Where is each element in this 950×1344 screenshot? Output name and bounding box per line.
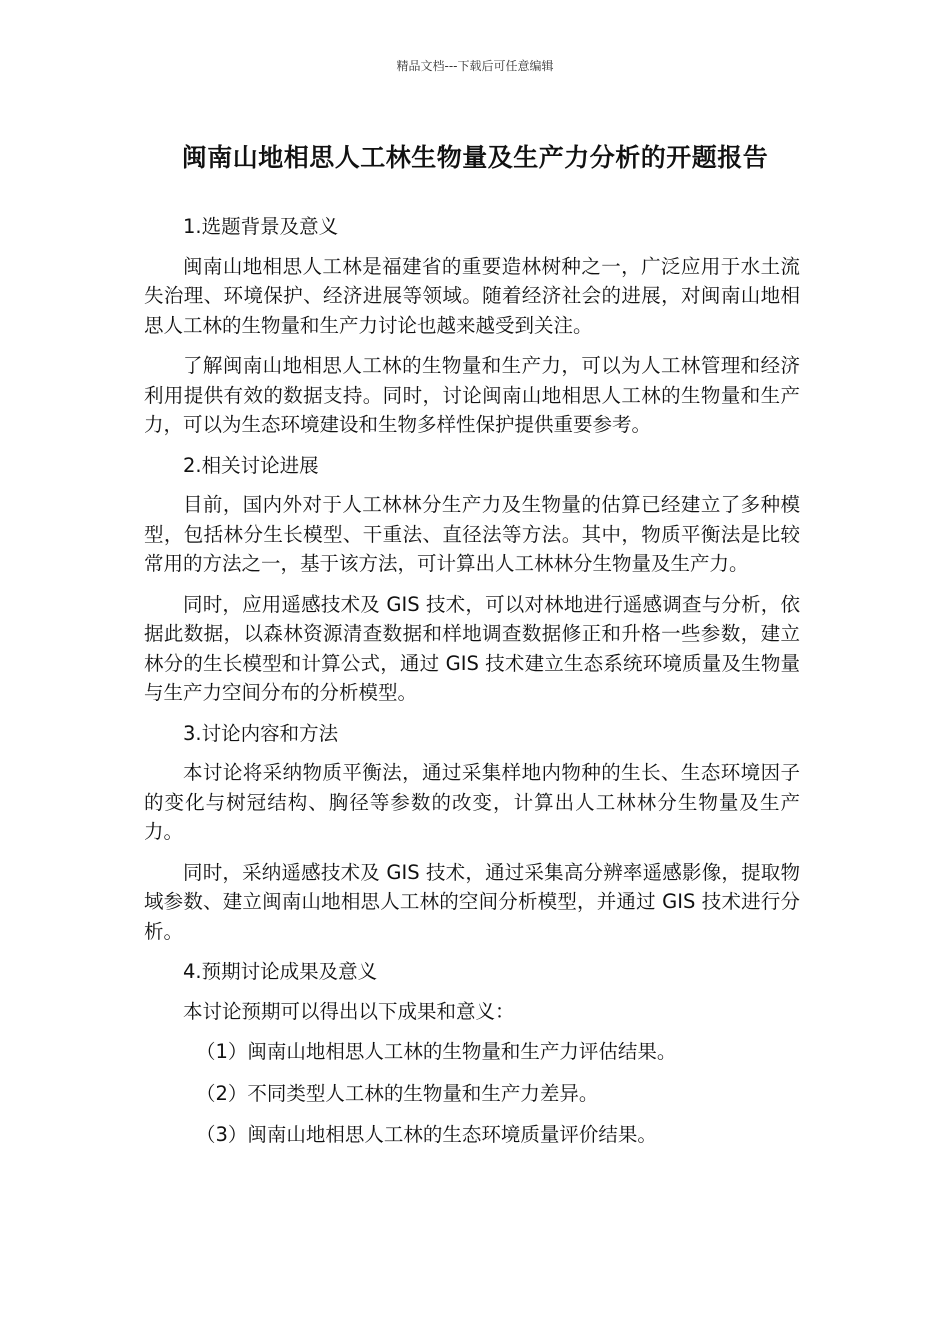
section-heading-3: 3.讨论内容和方法 — [183, 721, 339, 745]
result-list-item: （3）闽南山地相思人工林的生态环境质量评价结果。 — [196, 1123, 657, 1146]
section-4-paragraph-1: 本讨论预期可以得出以下成果和意义： — [183, 999, 515, 1023]
section-heading-4: 4.预期讨论成果及意义 — [183, 960, 378, 983]
section-2-paragraph-2: 同时，应用遥感技术及 GIS 技术，可以对林地进行遥感调查与分析，依据此数据，以森林资源清查数据和样地调查数据修正和升格一些参数，建立林分的生长模型和计算公式，通过 GIS 技术建立生态系统环境质量及生物量与生产力空间分布的分析模型。 — [144, 592, 800, 704]
header-note: 精品文档---下载后可任意编辑 — [396, 59, 554, 73]
section-3-paragraph-2: 同时，采纳遥感技术及 GIS 技术，通过采集高分辨率遥感影像，提取物域参数、建立闽南山地相思人工林的空间分析模型，并通过 GIS 技术进行分析。 — [144, 860, 800, 943]
section-heading-2: 2.相关讨论进展 — [183, 453, 319, 477]
section-2-paragraph-1: 目前，国内外对于人工林林分生产力及生物量的估算已经建立了多种模型，包括林分生长模型、干重法、直径法等方法。其中，物质平衡法是比较常用的方法之一，基于该方法，可计算出人工林林分生物量及生产力。 — [144, 493, 800, 575]
result-list-item: （1）闽南山地相思人工林的生物量和生产力评估结果。 — [196, 1040, 677, 1063]
section-heading-1: 1.选题背景及意义 — [183, 215, 339, 238]
section-3-paragraph-1: 本讨论将采纳物质平衡法，通过采集样地内物种的生长、生态环境因子的变化与树冠结构、胸径等参数的改变，计算出人工林林分生物量及生产力。 — [144, 761, 800, 843]
section-1-paragraph-1: 闽南山地相思人工林是福建省的重要造林树种之一，广泛应用于水土流失治理、环境保护、经济进展等领域。随着经济社会的进展，对闽南山地相思人工林的生物量和生产力讨论也越来越受到关注。 — [144, 254, 800, 337]
document-body — [144, 212, 800, 1162]
section-1-paragraph-2: 了解闽南山地相思人工林的生物量和生产力，可以为人工林管理和经济利用提供有效的数据支持。同时，讨论闽南山地相思人工林的生物量和生产力，可以为生态环境建设和生物多样性保护提供重要参考。 — [144, 354, 800, 436]
document-title: 闽南山地相思人工林生物量及生产力分析的开题报告 — [181, 143, 769, 172]
result-list-item: （2）不同类型人工林的生物量和生产力差异。 — [196, 1081, 599, 1105]
